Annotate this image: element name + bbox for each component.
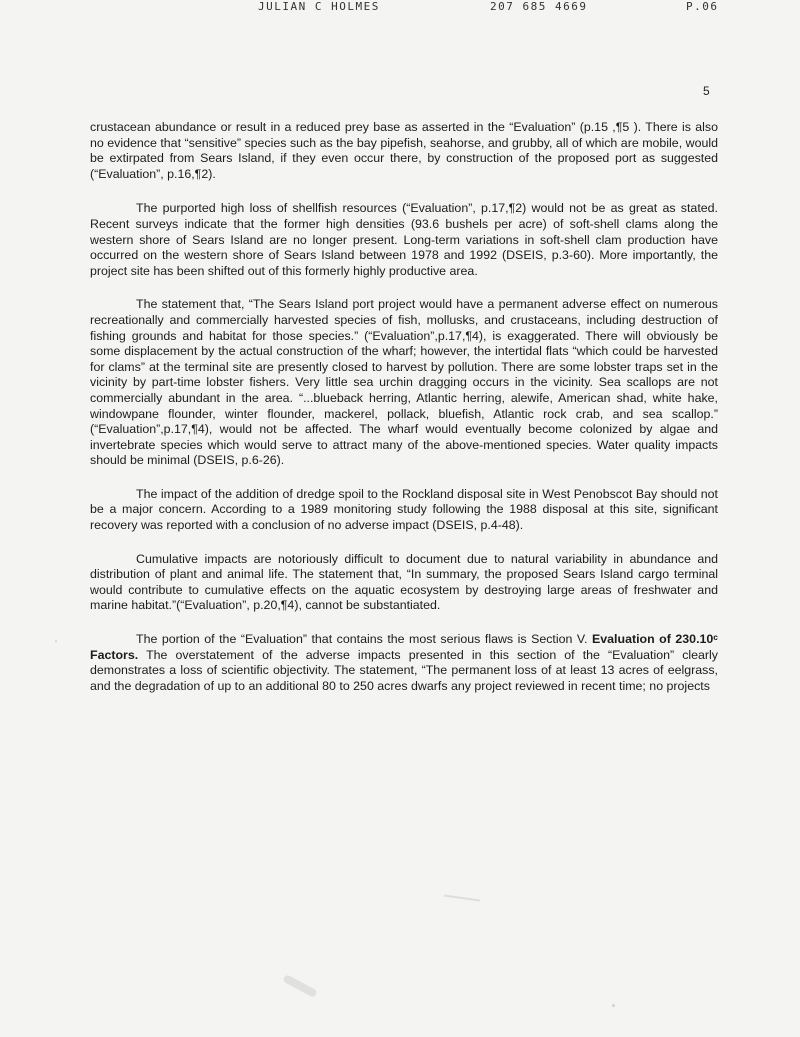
paragraph-3: The statement that, “The Sears Island port project would have a permanent adverse effect on numerous recreationally and commercially harvested species of fish, mollusks, and crustaceans, including destruction of fishing grounds and habitat for those species.” (“Evaluation”,p.17,¶4), is exaggerated. There will obviously be some displacement by the actual construction of the wharf; however, the intertidal flats “which could be harvested for clams” at the terminal site are presently closed to harvest by pollution. There are some lobster traps set in the vicinity by part-time lobster fishers. Very little sea urchin dragging occurs in the vicinity. Sea scallops are not commercially abundant in the area. “...blueback herring, Atlantic herring, alewife, American shad, white hake, windowpane flounder, winter flounder, mackerel, pollack, bluefish, Atlantic rock crab, and sea scallop.” (“Evaluation”,p.17,¶4), would not be affected. The wharf would eventually become colonized by algae and invertebrate species which would serve to attract many of the above-mentioned species. Water quality impacts should be minimal (DSEIS, p.6-26).	[90, 297, 718, 468]
fax-sender: JULIAN C HOLMES	[258, 0, 380, 13]
scan-speck	[55, 640, 57, 642]
paragraph-2: The purported high loss of shellfish resources (“Evaluation”, p.17,¶2) would not be as great as stated. Recent surveys indicate that the former high densities (93.6 bushels per acre) of soft-shell clams along the western shore of Sears Island are no longer present. Long-term variations in soft-shell clam production have occurred on the western shore of Sears Island between 1978 and 1992 (DSEIS, p.3-60). More importantly, the project site has been shifted out of this formerly highly productive area.	[90, 201, 718, 278]
fax-header	[0, 0, 800, 16]
paragraph-1: crustacean abundance or result in a reduced prey base as asserted in the “Evaluation” (p.15 ,¶5 ). There is also no evidence that “sensitive” species such as the bay pipefish, seahorse, and grubby, all of which are mobile, would be extirpated from Sears Island, if they even occur there, by construction of the proposed port as suggested (“Evaluation”, p.16,¶2).	[90, 120, 718, 181]
scan-speck	[612, 1004, 615, 1007]
paragraph-5: Cumulative impacts are notoriously difficult to document due to natural variability in abundance and distribution of plant and animal life. The statement that, “In summary, the proposed Sears Island cargo terminal would contribute to cumulative effects on the aquatic ecosystem by destroying large areas of freshwater and marine habitat.”(“Evaluation”, p.20,¶4), cannot be substantiated.	[90, 551, 718, 613]
paragraph-6-intro: The portion of the “Evaluation” that contains the most serious flaws is Section V.	[136, 632, 588, 647]
scan-smudge	[282, 974, 318, 998]
page-number: 5	[703, 84, 710, 98]
paragraph-6	[90, 632, 718, 694]
scan-scratch	[444, 895, 480, 902]
fax-phone: 207 685 4669	[490, 0, 588, 13]
paragraph-4: The impact of the addition of dredge spoil to the Rockland disposal site in West Penobscot Bay should not be a major concern. According to a 1989 monitoring study following the 1988 disposal at this site, significant recovery was reported with a conclusion of no adverse impact (DSEIS, p.4-48).	[90, 486, 718, 533]
fax-page: P.06	[686, 0, 719, 13]
document-body	[90, 120, 718, 712]
section-heading-ref: Evaluation of 230.10ᶜ Factors.	[90, 632, 718, 662]
paragraph-6-rest: The overstatement of the adverse impacts presented in this section of the “Evaluation” clearly demonstrates a loss of scientific objectivity. The statement, “The permanent loss of at least 13 acres of eelgrass, and the degradation of up to an additional 80 to 250 acres dwarfs any project reviewed in recent time; no projects	[90, 647, 718, 693]
